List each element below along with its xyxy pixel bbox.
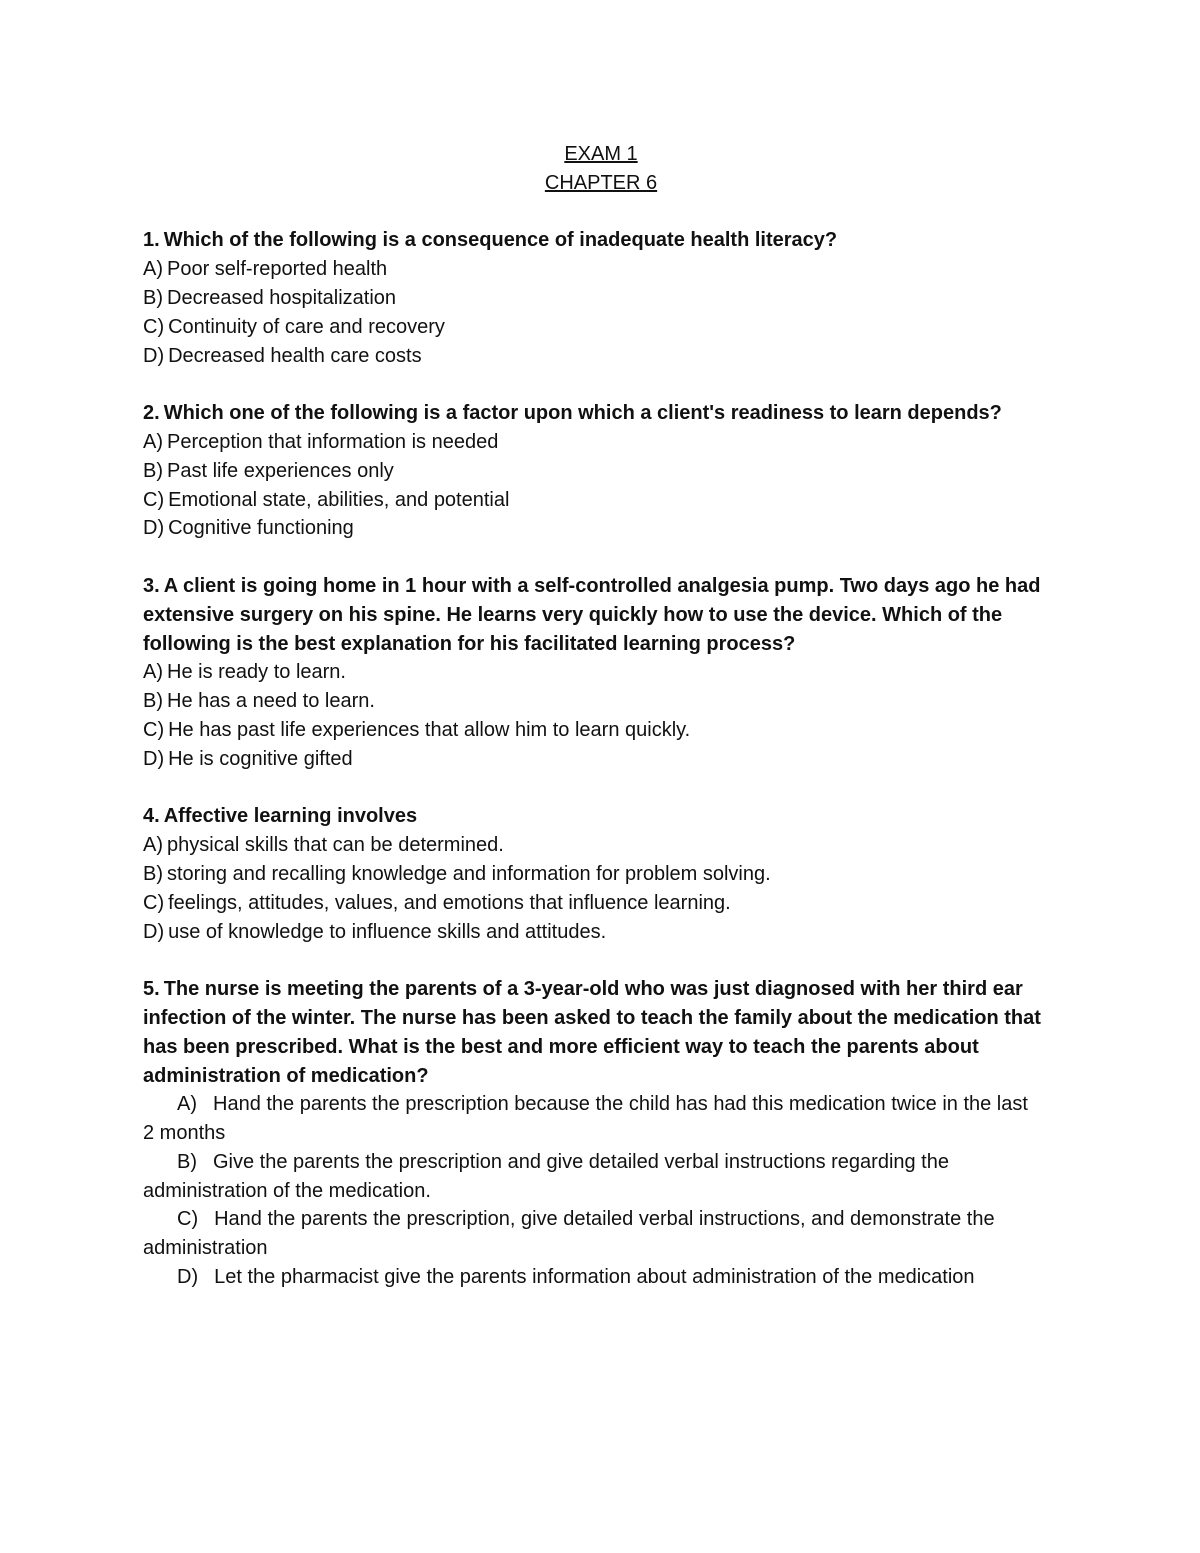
question-2 [143, 399, 1043, 543]
question-number: 5. [143, 978, 160, 1001]
option-letter: A) [143, 430, 163, 453]
option-letter: B) [143, 690, 163, 713]
answer-option [143, 687, 1043, 716]
option-letter: D) [143, 517, 165, 540]
question-text [143, 572, 1043, 658]
question-stem: Which one of the following is a factor upon which a client's readiness to learn depends? [163, 402, 1002, 425]
question-stem: The nurse is meeting the parents of a 3-year-old who was just diagnosed with her third ear infection of the winter. The nurse has been asked to teach the family about the medication that has been prescribed. What is the best and more efficient way to teach the parents about administration of medication? [143, 978, 1041, 1087]
option-letter: A) [143, 834, 163, 857]
option-text: Perception that information is needed [167, 430, 499, 453]
answer-option [143, 486, 1043, 515]
option-text: storing and recalling knowledge and information for problem solving. [167, 862, 771, 885]
option-letter: A) [177, 1093, 197, 1116]
exam-title: EXAM 1 [564, 143, 638, 165]
option-letter: D) [143, 344, 165, 367]
answer-option [143, 342, 1043, 371]
answer-option [143, 1205, 1043, 1263]
option-letter: B) [143, 862, 163, 885]
answer-option [143, 255, 1043, 284]
option-letter: C) [143, 891, 165, 914]
question-text [143, 975, 1043, 1090]
option-text: He is ready to learn. [167, 661, 346, 684]
option-text: Decreased hospitalization [167, 286, 397, 309]
option-text: use of knowledge to influence skills and attitudes. [168, 920, 607, 943]
answer-option [143, 457, 1043, 486]
document-header [143, 140, 1059, 198]
question-stem: A client is going home in 1 hour with a self-controlled analgesia pump. Two days ago he had extensive surgery on his spine. He learns very quickly how to use the device. Which of the following is the best explanation for his facilitated learning process? [143, 574, 1041, 655]
answer-option [143, 1148, 1043, 1206]
option-text: Emotional state, abilities, and potential [168, 488, 510, 511]
option-letter: A) [143, 661, 163, 684]
question-number: 4. [143, 805, 160, 828]
option-text: He has a need to learn. [167, 690, 375, 713]
question-text [143, 226, 1043, 255]
answer-option [143, 284, 1043, 313]
document-body [143, 140, 1043, 1321]
chapter-title: CHAPTER 6 [544, 171, 658, 194]
answer-option [143, 831, 1043, 860]
option-text: He has past life experiences that allow him to learn quickly. [168, 718, 691, 741]
option-letter: C) [143, 718, 165, 741]
answer-option [143, 860, 1043, 889]
answer-option [143, 514, 1043, 543]
answer-option [143, 313, 1043, 342]
option-letter: A) [143, 258, 163, 281]
option-text: feelings, attitudes, values, and emotions that influence learning. [168, 891, 731, 914]
option-text: Hand the parents the prescription, give detailed verbal instructions, and demonstrate the administration [143, 1208, 995, 1260]
question-1 [143, 226, 1043, 370]
question-number: 2. [143, 402, 160, 425]
question-5 [143, 975, 1043, 1292]
question-number: 3. [143, 574, 160, 597]
answer-option [143, 1263, 1043, 1292]
question-number: 1. [143, 229, 160, 252]
question-stem: Which of the following is a consequence of inadequate health literacy? [163, 229, 838, 252]
option-text: physical skills that can be determined. [167, 834, 504, 857]
option-text: Past life experiences only [167, 459, 394, 482]
question-text [143, 399, 1043, 428]
answer-option [143, 889, 1043, 918]
question-stem: Affective learning involves [163, 805, 418, 828]
question-text [143, 802, 1043, 831]
answer-option [143, 1090, 1043, 1148]
option-letter: D) [143, 747, 165, 770]
option-text: Cognitive functioning [168, 517, 354, 540]
answer-option [143, 658, 1043, 687]
option-text: He is cognitive gifted [168, 747, 353, 770]
option-letter: C) [177, 1208, 199, 1231]
answer-option [143, 918, 1043, 947]
answer-option [143, 716, 1043, 745]
option-text: Give the parents the prescription and give detailed verbal instructions regarding the administration of the medication. [143, 1150, 949, 1202]
option-text: Poor self-reported health [167, 258, 388, 281]
option-letter: B) [177, 1150, 197, 1173]
option-letter: D) [143, 920, 165, 943]
option-letter: B) [143, 459, 163, 482]
option-text: Let the pharmacist give the parents information about administration of the medication [214, 1266, 975, 1289]
option-text: Hand the parents the prescription because the child has had this medication twice in the last 2 months [143, 1093, 1028, 1145]
answer-option [143, 428, 1043, 457]
option-text: Decreased health care costs [168, 344, 422, 367]
option-letter: D) [177, 1266, 199, 1289]
answer-option [143, 745, 1043, 774]
option-letter: B) [143, 286, 163, 309]
option-text: Continuity of care and recovery [168, 315, 445, 338]
option-letter: C) [143, 315, 165, 338]
question-4 [143, 802, 1043, 946]
option-letter: C) [143, 488, 165, 511]
question-3 [143, 572, 1043, 774]
